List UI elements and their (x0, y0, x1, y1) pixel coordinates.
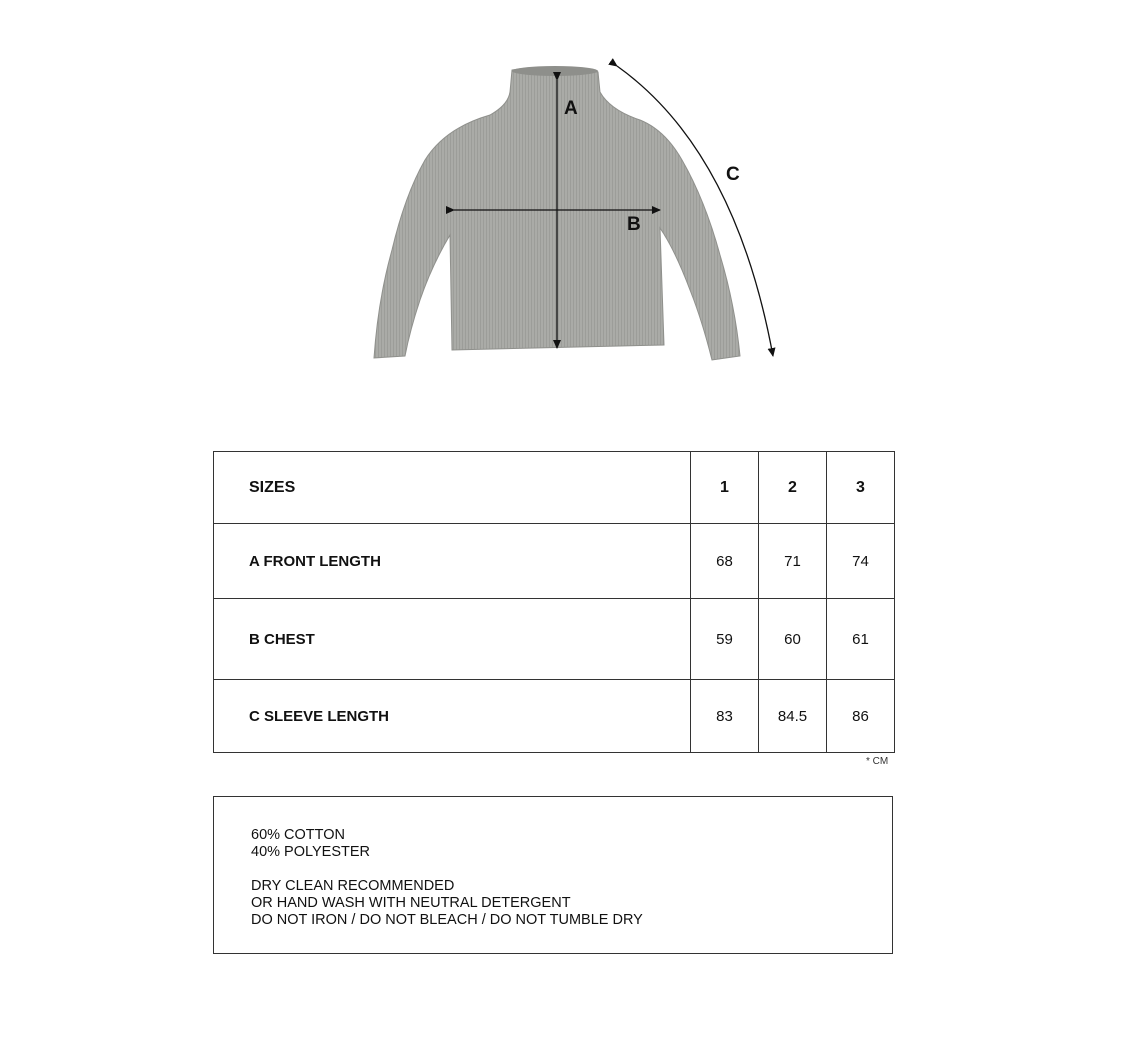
cell-value: 68 (691, 524, 759, 599)
cell-value: 59 (691, 599, 759, 680)
cell-value: 86 (827, 680, 895, 753)
instruction-line: OR HAND WASH WITH NEUTRAL DETERGENT (251, 895, 571, 911)
size-1-heading: 1 (691, 452, 759, 524)
row-label-sleeve-length: C SLEEVE LENGTH (214, 680, 691, 753)
care-text (251, 827, 643, 929)
cell-value: 83 (691, 680, 759, 753)
size-2-heading: 2 (759, 452, 827, 524)
instruction-line: DRY CLEAN RECOMMENDED (251, 878, 455, 894)
table-row (214, 524, 895, 599)
care-instructions-box (213, 796, 893, 954)
size-header-row (214, 452, 895, 524)
table-row (214, 599, 895, 680)
composition-line: 40% POLYESTER (251, 844, 371, 860)
unit-note: * CM (866, 756, 889, 767)
instruction-line: DO NOT IRON / DO NOT BLEACH / DO NOT TUMBLE DRY (251, 912, 643, 928)
table-row (214, 680, 895, 753)
cell-value: 84.5 (759, 680, 827, 753)
label-b: B (627, 214, 641, 235)
size-3-heading: 3 (827, 452, 895, 524)
row-label-chest: B CHEST (214, 599, 691, 680)
sweater-measurement-diagram (0, 0, 1125, 400)
cell-value: 71 (759, 524, 827, 599)
spacer (251, 861, 643, 878)
cell-value: 60 (759, 599, 827, 680)
cell-value: 61 (827, 599, 895, 680)
size-chart-table (213, 451, 895, 753)
row-label-front-length: A FRONT LENGTH (214, 524, 691, 599)
cell-value: 74 (827, 524, 895, 599)
sizes-heading: SIZES (214, 452, 691, 524)
composition-line: 60% COTTON (251, 827, 346, 843)
label-c: C (726, 164, 740, 185)
label-a: A (564, 98, 578, 119)
